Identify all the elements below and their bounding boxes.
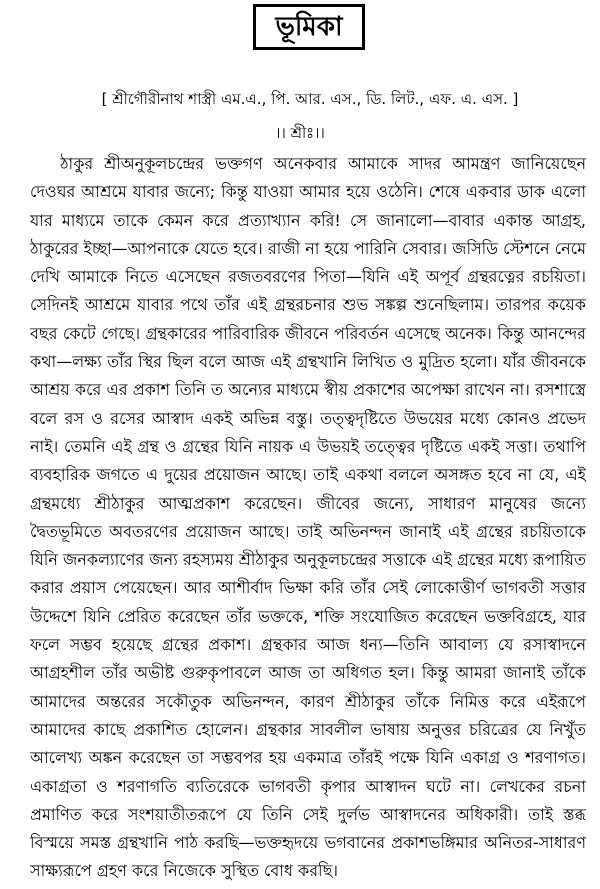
invocation: ।। শ্রীঃ।। bbox=[275, 124, 325, 142]
preface-body bbox=[30, 150, 586, 886]
page-title-box bbox=[253, 4, 365, 50]
page-title: ভূমিকা bbox=[275, 12, 343, 42]
preface-paragraph: ঠাকুর শ্রীঅনুকূলচন্দ্রের ভক্তগণ অনেকবার আমাকে সাদর আমন্ত্রণ জানিয়েছেন দেওঘর আশ্রমে যাবার জন্যে; কিন্তু যাওয়া আমার হয়ে ওঠেনি। শেষে একবার ডাক এলো যার মাধ্যমে তাকে কেমন করে প্রত্যাখ্যান করি! সে জানালো—বাবার একান্ত আগ্রহ, ঠাকুরের ইচ্ছা—আপনাকে যেতে হবে। রাজী না হয়ে পারিনি সেবার। জসিডি স্টেশনে নেমে দেখি আমাকে নিতে এসেছেন রজতবরণের পিতা—যিনি এই অপূর্ব গ্রন্থরত্নের রচয়িতা। সেদিনই আশ্রমে যাবার পথে তাঁর এই গ্রন্থরচনার শুভ সঙ্কল্প শুনেছিলাম। তারপর কয়েক বছর কেটে গেছে। গ্রন্থকারের পারিবারিক জীবনে পরিবর্তন এসেছে অনেক। কিন্তু আনন্দের কথা—লক্ষ্য তাঁর স্থির ছিল বলে আজ এই গ্রন্থখানি লিখিত ও মুদ্রিত হলো। যাঁর জীবনকে আশ্রয় করে এর প্রকাশ তিনি ত অন্যের মাধ্যমে স্বীয় প্রকাশের অপেক্ষা রাখেন না। রসশাস্ত্রে বলে রস ও রসের আস্বাদ একই অভিন্ন বস্তু। তত্ত্বদৃষ্টিতে উভয়ের মধ্যে কোনও প্রভেদ নাই। তেমনি এই গ্রন্থ ও গ্রন্থের যিনি নায়ক এ উভয়ই তত্ত্বের দৃষ্টিতে একই সত্তা। তথাপি ব্যবহারিক জগতে এ দুয়ের প্রয়োজন আছে। তাই একথা বললে অসঙ্গত হবে না যে, এই গ্রন্থমধ্যে শ্রীঠাকুর আত্মপ্রকাশ করেছেন। জীবের জন্যে, সাধারণ মানুষের জন্যে দ্বৈতভূমিতে অবতরণের প্রয়োজন আছে। তাই অভিনন্দন জানাই এই গ্রন্থের রচয়িতাকে যিনি জনকল্যাণের জন্য রহস্যময় শ্রীঠাকুর অনুকূলচন্দ্রের সত্তাকে এই গ্রন্থের মধ্যে রূপায়িত করার প্রয়াস পেয়েছেন। আর আশীর্বাদ ভিক্ষা করি তাঁর সেই লোকোত্তীর্ণ ভাগবতী সত্তার উদ্দেশে যিনি প্রেরিত করেছেন তাঁর ভক্তকে, শক্তি সংযোজিত করেছেন ভক্তবিগ্রহে, যার ফলে সম্ভব হয়েছে গ্রন্থের প্রকাশ। গ্রন্থকার আজ ধন্য—তিনি আবাল্য যে রসাস্বাদনে আগ্রহশীল তাঁর অভীষ্ট গুরুকৃপাবলে আজ তা অধিগত হল। কিন্তু আমরা জানাই তাঁকে আমাদের অন্তরের সকৌতুক অভিনন্দন, কারণ শ্রীঠাকুর তাঁকে নিমিত্ত করে এইরূপে আমাদের কাছে প্রকাশিত হোলেন। গ্রন্থকার সাবলীল ভাষায় অনুত্তর চরিত্রের যে নিখুঁত আলেখ্য অঙ্কন করেছেন তা সম্ভবপর হয় একমাত্র তাঁরই পক্ষে যিনি একাগ্র ও শরণাগত। একাগ্রতা ও শরণাগতি ব্যতিরেকে ভাগবতী কৃপার আস্বাদন ঘটে না। লেখকের রচনা প্রমাণিত করে সংশয়াতীতরূপে যে তিনি সেই দুর্লভ আস্বাদনের অধিকারী। তাই স্তব্ধ বিস্ময়ে সমস্ত গ্রন্থখানি পাঠ করছি—ভক্তহৃদয়ে ভগবানের প্রকাশভঙ্গিমার অনিতর-সাধারণ সাক্ষ্যরূপে গ্রহণ করে নিজেকে সুস্থিত বোধ করছি। bbox=[30, 154, 586, 881]
author-line: [ শ্রীগৌরীনাথ শাস্ত্রী এম.এ., পি. আর. এস., ডি. লিট., এফ. এ. এস. ] bbox=[101, 90, 519, 108]
